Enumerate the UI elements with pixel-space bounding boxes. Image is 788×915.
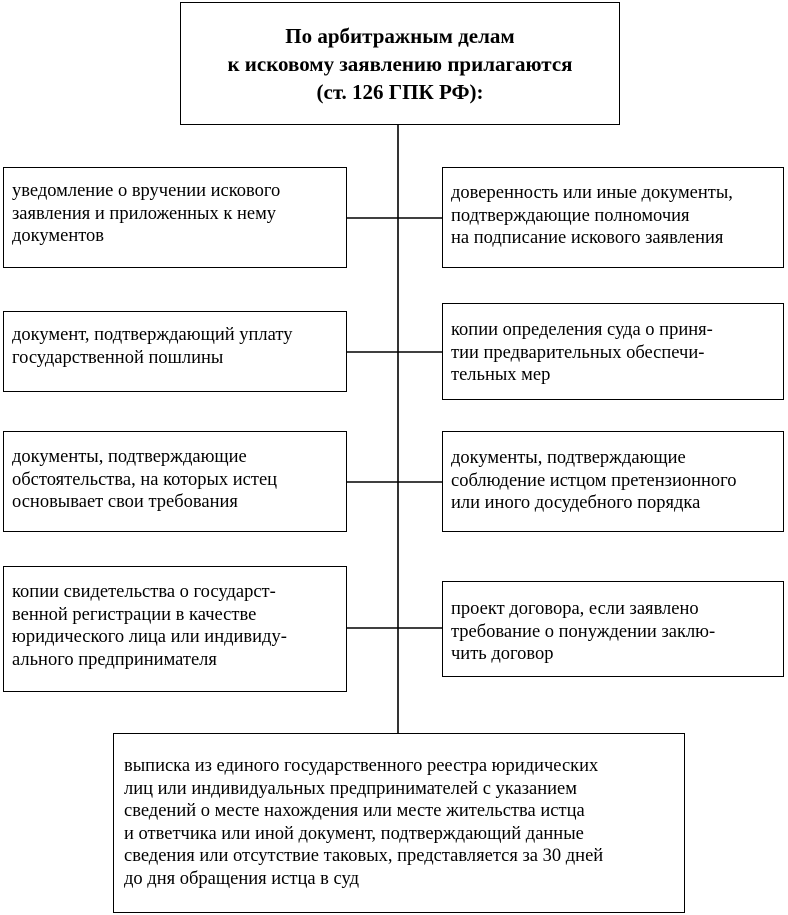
left-box-2: [3, 311, 347, 392]
left-box-4: [3, 566, 347, 692]
title-text: По арбитражным делам к исковому заявлению прилагаются (ст. 126 ГПК РФ):: [227, 23, 573, 104]
right-box-1: [442, 167, 784, 268]
bottom-box-text: выписка из единого государственного реестра юридических лиц или индивидуальных предпринимателей с указанием сведений о месте нахождения или месте жительства истца и ответчика или иной документ, подтверждающий данные сведения или отсутствие таковых, представляется за 30 дней до дня обращения истца в суд: [124, 756, 604, 889]
title-box: [180, 2, 620, 125]
right-box-1-text: доверенность или иные документы, подтверждающие полномочия на подписание искового заявления: [451, 183, 733, 248]
right-box-3-text: документы, подтверждающие соблюдение истцом претензионного или иного досудебного порядка: [451, 448, 737, 513]
left-box-2-text: документ, подтверждающий уплату государственной пошлины: [12, 325, 293, 368]
left-box-3-text: документы, подтверждающие обстоятельства, на которых истец основывает свои требования: [12, 447, 278, 512]
left-box-1: [3, 167, 347, 268]
bottom-box: [113, 733, 685, 913]
left-box-1-text: уведомление о вручении искового заявления и приложенных к нему документов: [12, 181, 281, 246]
right-box-4-text: проект договора, если заявлено требование о понуждении заклю- чить договор: [451, 599, 716, 664]
right-box-3: [442, 431, 784, 532]
left-box-3: [3, 431, 347, 532]
right-box-4: [442, 581, 784, 677]
left-box-4-text: копии свидетельства о государст- венной регистрации в качестве юридического лица или индивиду- ального предпринимателя: [12, 582, 287, 670]
right-box-2: [442, 303, 784, 400]
right-box-2-text: копии определения суда о приня- тии предварительных обеспечи- тельных мер: [451, 320, 713, 385]
